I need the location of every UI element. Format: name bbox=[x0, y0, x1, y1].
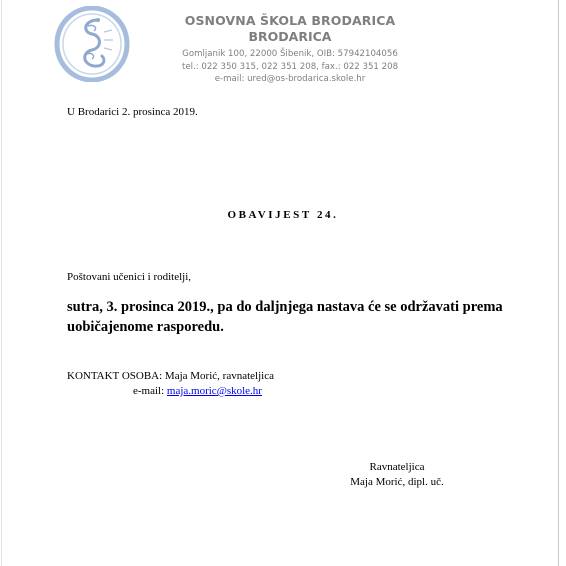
signature-name: Maja Morić, dipl. uč. bbox=[350, 476, 444, 488]
contact-email-link[interactable]: maja.moric@skole.hr bbox=[166, 385, 262, 397]
contact-email-label: e-mail: bbox=[133, 385, 167, 397]
school-name: OSNOVNA ŠKOLA BRODARICA bbox=[184, 13, 396, 28]
letterhead bbox=[150, 12, 430, 86]
contact-person: KONTAKT OSOBA: Maja Morić, ravnateljica bbox=[67, 370, 274, 382]
page-left-edge bbox=[1, 0, 2, 566]
school-phones: tel.: 022 350 315, 022 351 208, fax.: 022 351 208 bbox=[181, 61, 399, 72]
page-right-edge bbox=[558, 0, 559, 566]
school-location: BRODARICA bbox=[248, 29, 332, 44]
main-message: sutra, 3. prosinca 2019., pa do daljnjega nastava će se održavati prema uobičajenome rasporedu. bbox=[67, 299, 503, 335]
contact-email-row bbox=[133, 384, 262, 398]
school-crest-icon bbox=[54, 6, 130, 82]
school-email: e-mail: ured@os-brodarica.skole.hr bbox=[214, 74, 366, 84]
school-address: Gomljanik 100, 22000 Šibenik, OIB: 57942104056 bbox=[182, 49, 398, 59]
notice-title: OBAVIJEST 24. bbox=[227, 209, 339, 221]
greeting: Poštovani učenici i roditelji, bbox=[67, 271, 192, 283]
signature-title: Ravnateljica bbox=[369, 461, 425, 473]
date-line: U Brodarici 2. prosinca 2019. bbox=[67, 106, 198, 118]
